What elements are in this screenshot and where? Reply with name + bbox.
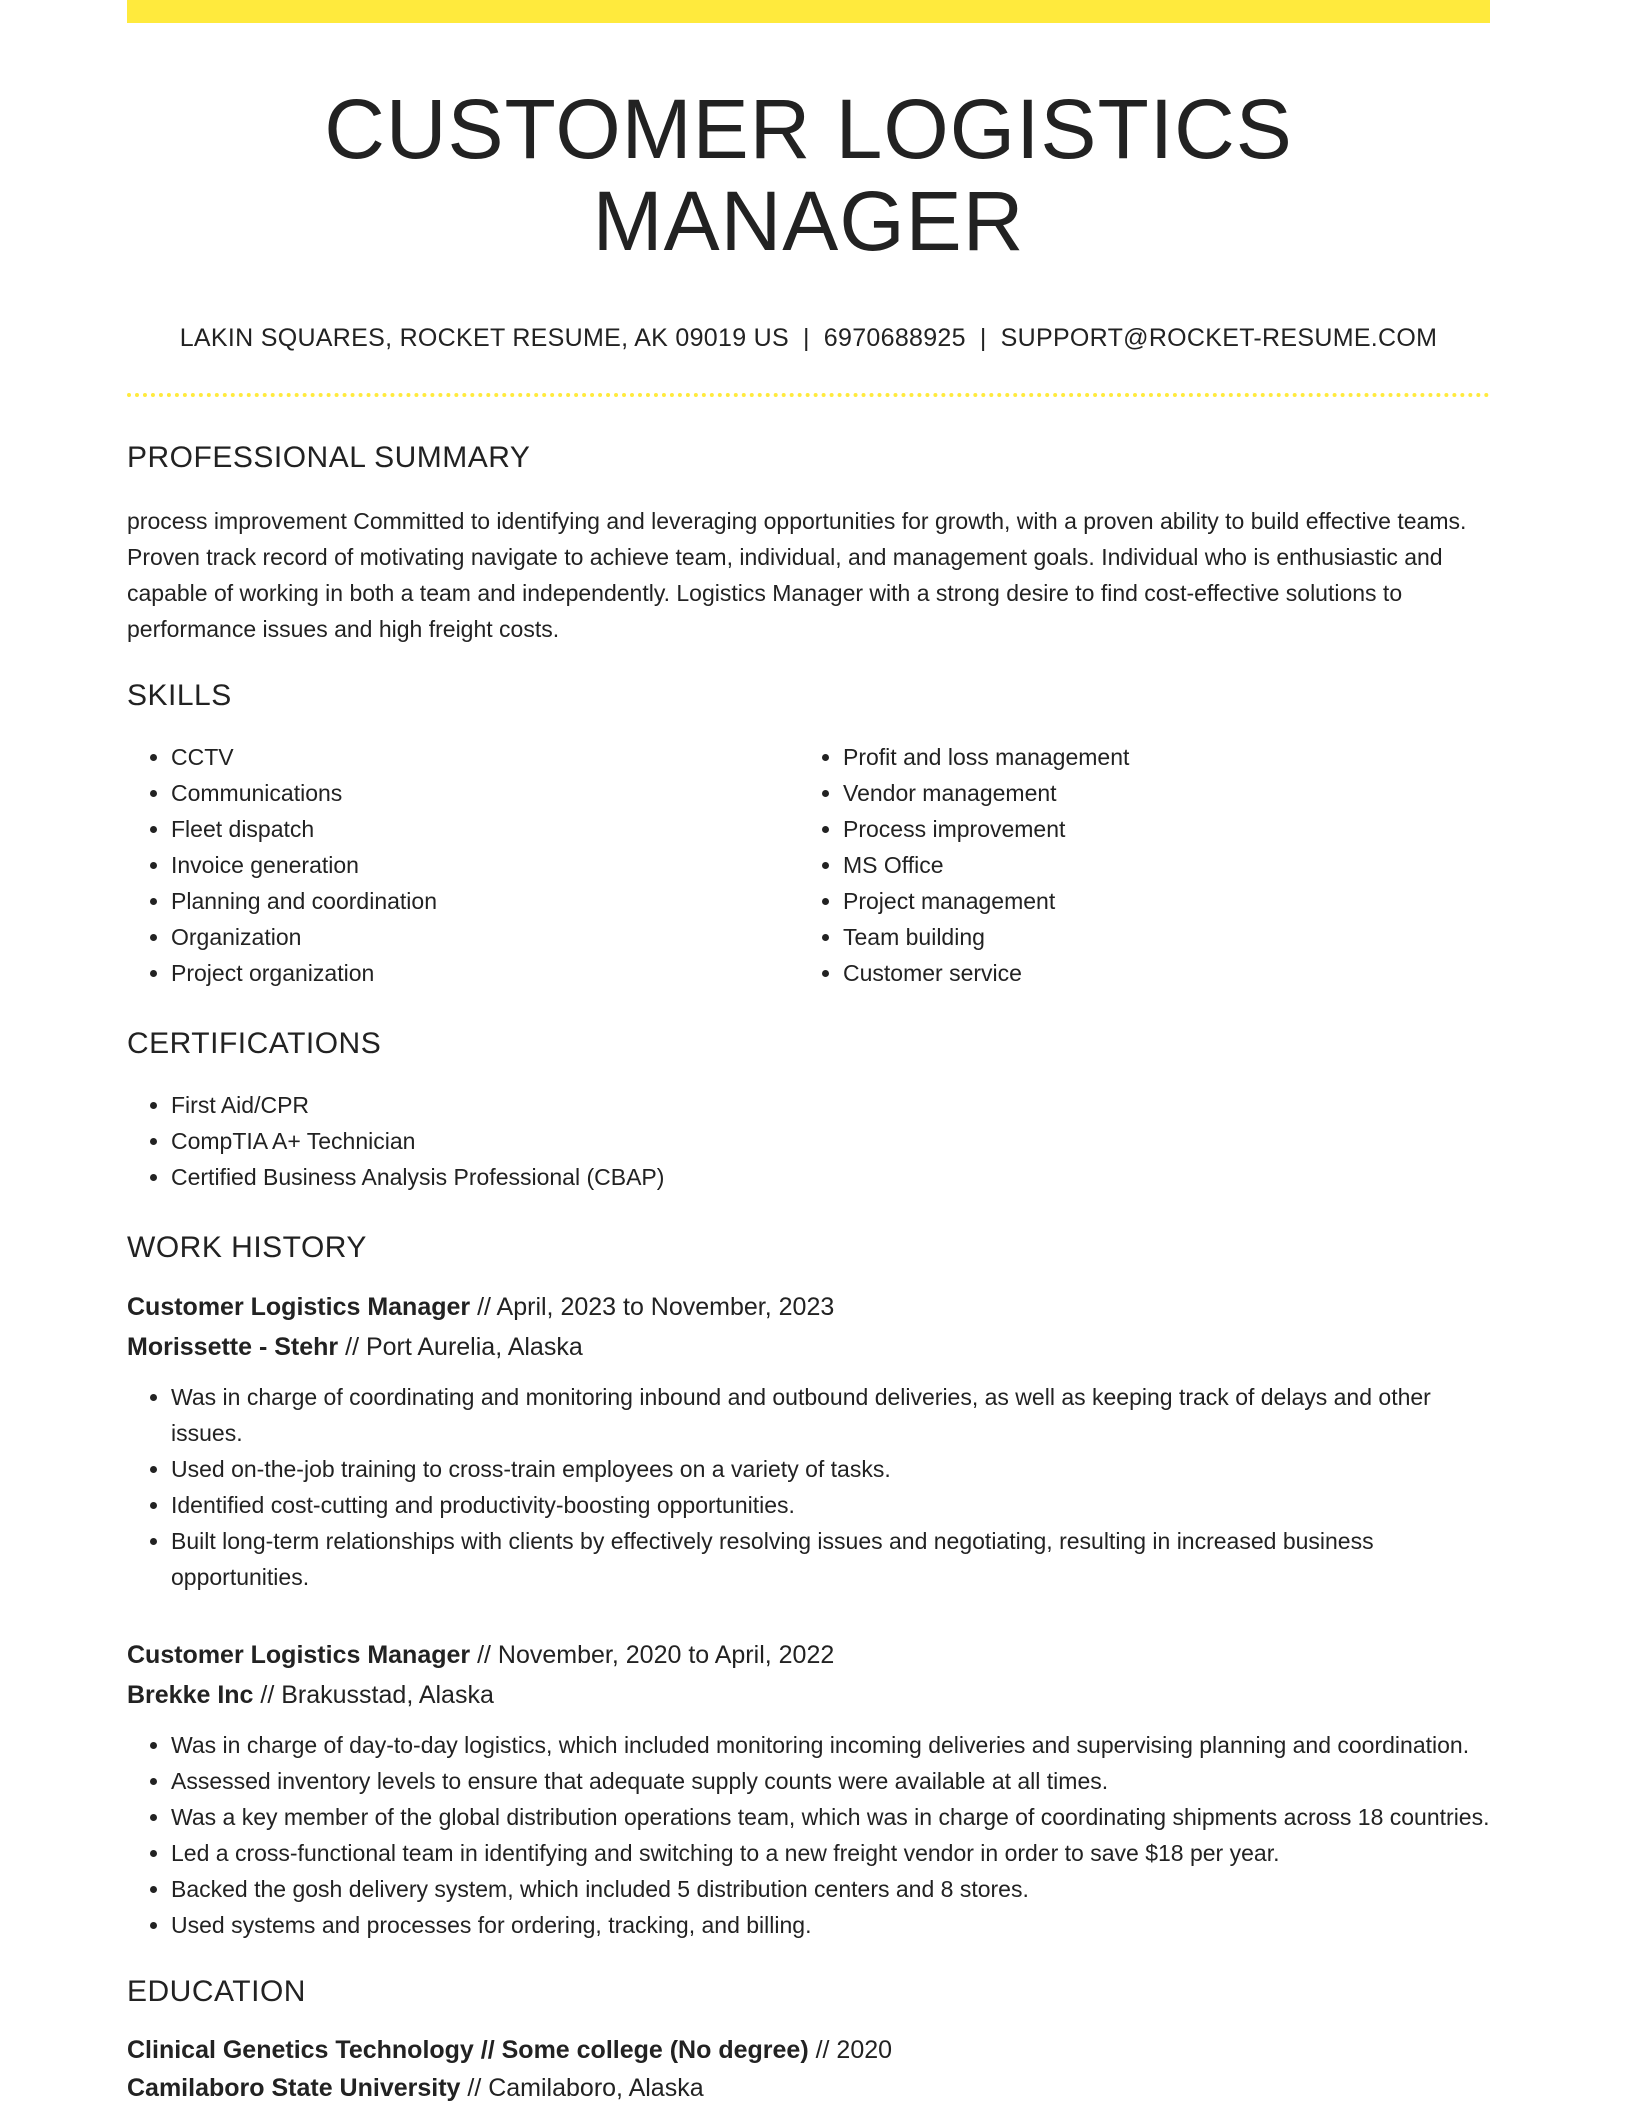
job-bullets — [127, 1379, 1490, 1595]
job-company: Brekke Inc — [127, 1680, 254, 1709]
job-role: Customer Logistics Manager — [127, 1640, 471, 1669]
job-company: Morissette - Stehr — [127, 1332, 339, 1361]
section-title-education: EDUCATION — [127, 1974, 306, 2008]
skills-grid — [127, 739, 1490, 991]
section-title-summary: PROFESSIONAL SUMMARY — [127, 440, 531, 474]
section-title-skills: SKILLS — [127, 678, 232, 712]
skill-item: • Communications — [171, 775, 799, 811]
skill-item: • Customer service — [843, 955, 1471, 991]
skill-item: • CCTV — [171, 739, 799, 775]
section-title-certifications: CERTIFICATIONS — [127, 1026, 382, 1060]
job-bullet: • Led a cross-functional team in identifying and switching to a new freight vendor in order to save $18 per year. — [171, 1835, 1490, 1871]
contact-separator: | — [979, 323, 987, 352]
skill-item: • Process improvement — [843, 811, 1471, 847]
job-bullet: • Was in charge of day-to-day logistics, which included monitoring incoming deliveries and supervising planning and coordination. — [171, 1727, 1490, 1763]
skill-item: • Vendor management — [843, 775, 1471, 811]
job-title-line — [127, 1635, 1490, 1675]
contact-phone: 6970688925 — [823, 323, 966, 352]
job-dates: // November, 2020 to April, 2022 — [470, 1640, 835, 1669]
education-program: Clinical Genetics Technology // Some college (No degree) — [127, 2035, 809, 2064]
contact-email: SUPPORT@ROCKET-RESUME.COM — [1000, 323, 1438, 352]
resume-page — [127, 0, 1490, 2107]
skill-item: • Profit and loss management — [843, 739, 1471, 775]
job-role: Customer Logistics Manager — [127, 1292, 471, 1321]
dotted-divider — [127, 393, 1490, 397]
job-bullet: • Assessed inventory levels to ensure that adequate supply counts were available at all times. — [171, 1763, 1490, 1799]
job-bullet: • Built long-term relationships with clients by effectively resolving issues and negotiating, resulting in increased business opportunities. — [171, 1523, 1490, 1595]
job-bullet: • Was a key member of the global distribution operations team, which was in charge of coordinating shipments across 18 countries. — [171, 1799, 1490, 1835]
resume-name: CUSTOMER LOGISTICS MANAGER — [324, 82, 1293, 269]
skill-item: • Team building — [843, 919, 1471, 955]
skill-item: • Project management — [843, 883, 1471, 919]
job-location: // Port Aurelia, Alaska — [338, 1332, 583, 1361]
job-bullet: • Used on-the-job training to cross-train employees on a variety of tasks. — [171, 1451, 1490, 1487]
job-company-line — [127, 1327, 1490, 1367]
certifications-list — [127, 1087, 1490, 1195]
education-year: // 2020 — [808, 2035, 893, 2064]
skill-item: • Organization — [171, 919, 799, 955]
skills-column-left — [127, 739, 799, 991]
job-bullet: • Backed the gosh delivery system, which included 5 distribution centers and 8 stores. — [171, 1871, 1490, 1907]
certification-item: • CompTIA A+ Technician — [171, 1123, 1490, 1159]
skills-list-left — [127, 739, 799, 991]
summary-text: process improvement Committed to identifying and leveraging opportunities for growth, with a proven ability to build effective teams. Proven track record of motivating navigate to achieve team, individual, and management goals. Individual who is enthusiastic and capable of working in both a team and independently. Logistics Manager with a strong desire to find cost-effective solutions to performance issues and high freight costs. — [127, 507, 1467, 642]
education-school-line — [127, 2069, 1490, 2107]
job-bullets — [127, 1727, 1490, 1943]
skill-item: • Planning and coordination — [171, 883, 799, 919]
contact-line — [127, 324, 1490, 353]
skill-item: • MS Office — [843, 847, 1471, 883]
skill-item: • Invoice generation — [171, 847, 799, 883]
skills-column-right — [799, 739, 1471, 991]
certification-item: • Certified Business Analysis Professional (CBAP) — [171, 1159, 1490, 1195]
education-school: Camilaboro State University — [127, 2073, 461, 2102]
education-program-line — [127, 2031, 1490, 2069]
skill-item: • Project organization — [171, 955, 799, 991]
job-company-line — [127, 1675, 1490, 1715]
education-location: // Camilaboro, Alaska — [460, 2073, 704, 2102]
skills-list-right — [799, 739, 1471, 991]
skill-item: • Fleet dispatch — [171, 811, 799, 847]
job-bullet: • Identified cost-cutting and productivity-boosting opportunities. — [171, 1487, 1490, 1523]
job-bullet: • Used systems and processes for ordering, tracking, and billing. — [171, 1907, 1490, 1943]
contact-address: LAKIN SQUARES, ROCKET RESUME, AK 09019 US — [179, 323, 789, 352]
contact-separator: | — [803, 323, 810, 352]
job-location: // Brakusstad, Alaska — [253, 1680, 494, 1709]
job-title-line — [127, 1287, 1490, 1327]
job-dates: // April, 2023 to November, 2023 — [470, 1292, 835, 1321]
section-title-work-history: WORK HISTORY — [127, 1230, 367, 1264]
certification-item: • First Aid/CPR — [171, 1087, 1490, 1123]
accent-top-bar — [127, 0, 1490, 23]
job-bullet: • Was in charge of coordinating and monitoring inbound and outbound deliveries, as well as keeping track of delays and other issues. — [171, 1379, 1490, 1451]
